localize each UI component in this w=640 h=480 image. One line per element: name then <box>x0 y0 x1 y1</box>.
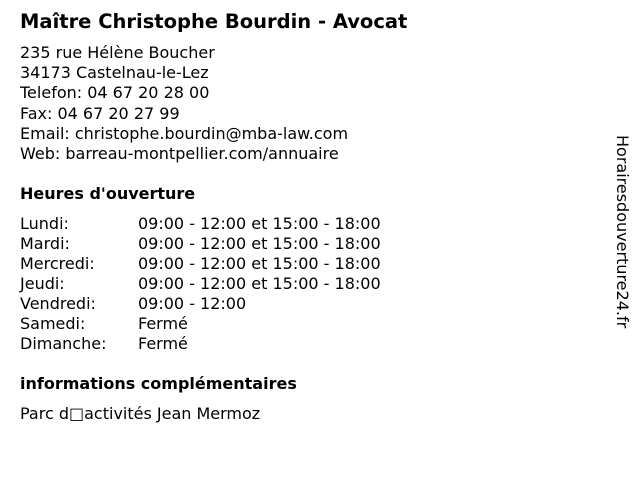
web-line: Web: barreau-montpellier.com/annuaire <box>20 143 339 163</box>
day-label: Jeudi: <box>20 274 65 293</box>
day-label: Dimanche: <box>20 334 107 353</box>
hours-row-monday <box>20 214 460 234</box>
opening-hours-heading: Heures d'ouverture <box>20 184 196 203</box>
time-value: 09:00 - 12:00 et 15:00 - 18:00 <box>138 214 381 233</box>
time-value: 09:00 - 12:00 et 15:00 - 18:00 <box>138 234 381 253</box>
time-value: Fermé <box>138 314 188 333</box>
email-line: Email: christophe.bourdin@mba-law.com <box>20 123 349 143</box>
hours-row-tuesday <box>20 234 460 254</box>
phone-line: Telefon: 04 67 20 28 00 <box>20 83 210 103</box>
day-label: Mercredi: <box>20 254 95 273</box>
hours-row-sunday <box>20 334 460 354</box>
day-label: Samedi: <box>20 314 86 333</box>
time-value: Fermé <box>138 334 188 353</box>
time-value: 09:00 - 12:00 <box>138 294 247 313</box>
fax-line: Fax: 04 67 20 27 99 <box>20 103 180 123</box>
hours-row-thursday <box>20 274 460 294</box>
time-value: 09:00 - 12:00 et 15:00 - 18:00 <box>138 254 381 273</box>
day-label: Lundi: <box>20 214 69 233</box>
day-label: Mardi: <box>20 234 70 253</box>
day-label: Vendredi: <box>20 294 96 313</box>
time-value: 09:00 - 12:00 et 15:00 - 18:00 <box>138 274 381 293</box>
hours-row-wednesday <box>20 254 460 274</box>
side-brand-text: Horairesdouverture24.fr <box>613 135 632 329</box>
contact-block <box>20 43 348 164</box>
page-title: Maître Christophe Bourdin - Avocat <box>20 10 408 33</box>
hours-row-saturday <box>20 314 460 334</box>
additional-info-heading: informations complémentaires <box>20 374 297 393</box>
additional-info-text: Parc d□activités Jean Mermoz <box>20 404 261 423</box>
opening-hours-table <box>20 214 460 354</box>
side-brand-watermark <box>612 135 632 371</box>
address-city: 34173 Castelnau-le-Lez <box>20 63 209 83</box>
hours-row-friday <box>20 294 460 314</box>
address-street: 235 rue Hélène Boucher <box>20 43 215 62</box>
